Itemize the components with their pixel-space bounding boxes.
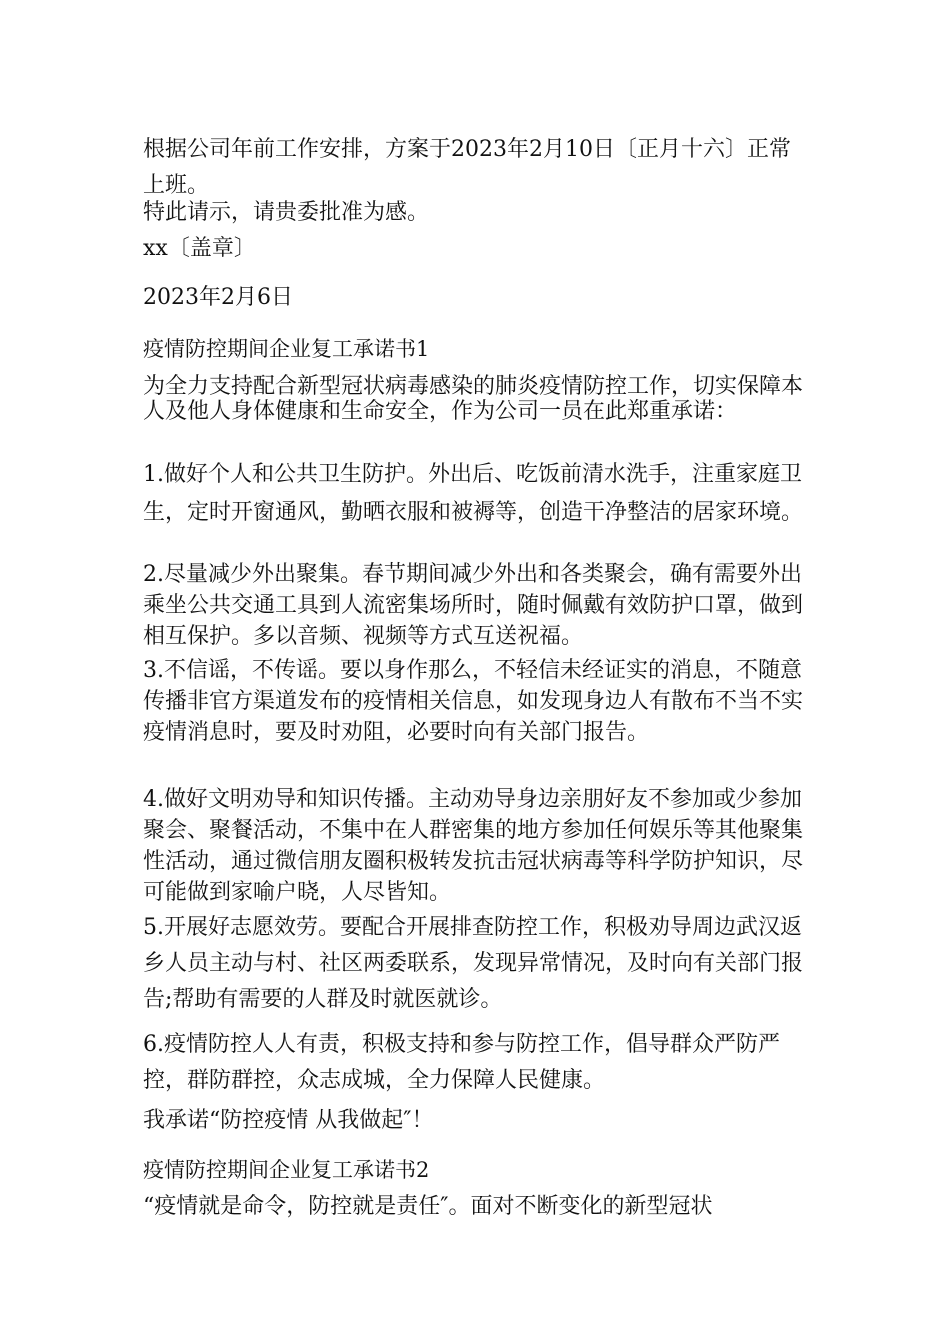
- paragraph-work-schedule: 根据公司年前工作安排，方案于2023年2月10日〔正月十六〕正常上班。: [143, 137, 791, 198]
- paragraph-pledge-intro: 为全力支持配合新型冠状病毒感染的肺炎疫情防控工作，切实保障本人及他人身体健康和生命安全，作为公司一员在此郑重承诺：: [143, 374, 804, 424]
- paragraph-item-3: 3.不信谣，不传谣。要以身作那么，不轻信未经证实的消息，不随意传播非官方渠道发布的疫情相关信息，如发现身边人有散布不当不实疫情消息时，要及时劝阻，必要时向有关部门报告。: [143, 658, 804, 745]
- paragraph-seal: xx〔盖章〕: [143, 236, 256, 261]
- paragraph-pledge-2-intro: “疫情就是命令，防控就是责任″。面对不断变化的新型冠状: [143, 1194, 713, 1219]
- paragraph-item-5: 5.开展好志愿效劳。要配合开展排查防控工作，积极劝导周边武汉返乡人员主动与村、社区两委联系，发现异常情况，及时向有关部门报告;帮助有需要的人群及时就医就诊。: [143, 915, 804, 1012]
- paragraph-date: 2023年2月6日: [143, 285, 293, 310]
- paragraph-item-4: 4.做好文明劝导和知识传播。主动劝导身边亲朋好友不参加或少参加聚会、聚餐活动，不集中在人群密集的地方参加任何娱乐等其他聚集性活动，通过微信朋友圈积极转发抗击冠状病毒等科学防护知识，尽可能做到家喻户晓，人尽皆知。: [143, 787, 804, 905]
- heading-pledge-1: 疫情防控期间企业复工承诺书1: [143, 337, 430, 361]
- paragraph-item-1: 1.做好个人和公共卫生防护。外出后、吃饭前清水洗手，注重家庭卫生，定时开窗通风，勤晒衣服和被褥等，创造干净整洁的居家环境。: [143, 462, 804, 525]
- paragraph-request-approval: 特此请示，请贵委批准为感。: [143, 200, 430, 225]
- paragraph-item-6: 6.疫情防控人人有责，积极支持和参与防控工作，倡导群众严防严控，群防群控，众志成城，全力保障人民健康。: [143, 1032, 780, 1093]
- heading-pledge-2: 疫情防控期间企业复工承诺书2: [143, 1158, 430, 1182]
- paragraph-commitment: 我承诺“防控疫情 从我做起″！: [143, 1108, 434, 1133]
- paragraph-item-2: 2.尽量减少外出聚集。春节期间减少外出和各类聚会，确有需要外出乘坐公共交通工具到人流密集场所时，随时佩戴有效防护口罩，做到相互保护。多以音频、视频等方式互送祝福。: [143, 562, 804, 649]
